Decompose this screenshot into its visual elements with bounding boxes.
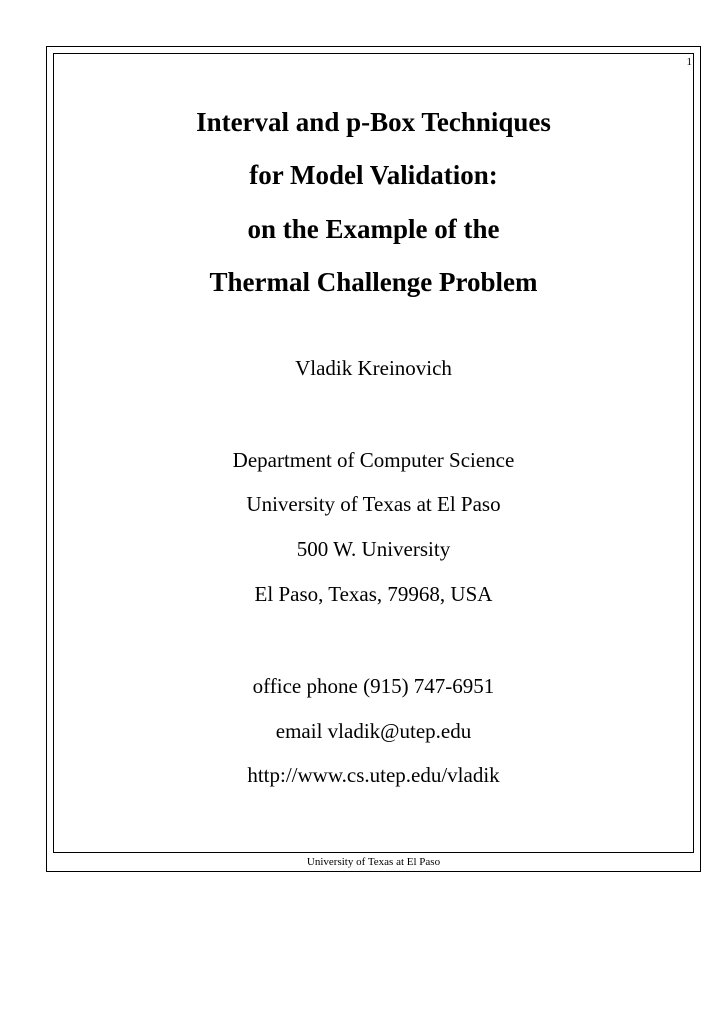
footer-text: University of Texas at El Paso [306,856,441,868]
contact-email: email vladik@utep.edu [275,719,472,743]
page-number: 1 [686,56,692,68]
contact-url: http://www.cs.utep.edu/vladik [247,763,500,787]
title-line-3: on the Example of the [247,214,500,244]
title-line-2: for Model Validation: [249,160,498,190]
author-name: Vladik Kreinovich [295,356,452,380]
affiliation-city: El Paso, Texas, 79968, USA [254,582,493,606]
affiliation-street: 500 W. University [296,537,451,561]
title-line-4: Thermal Challenge Problem [209,267,538,297]
affiliation-university: University of Texas at El Paso [246,492,501,516]
title-line-1: Interval and p-Box Techniques [196,107,551,137]
affiliation-department: Department of Computer Science [232,448,515,472]
contact-phone: office phone (915) 747-6951 [252,674,495,698]
